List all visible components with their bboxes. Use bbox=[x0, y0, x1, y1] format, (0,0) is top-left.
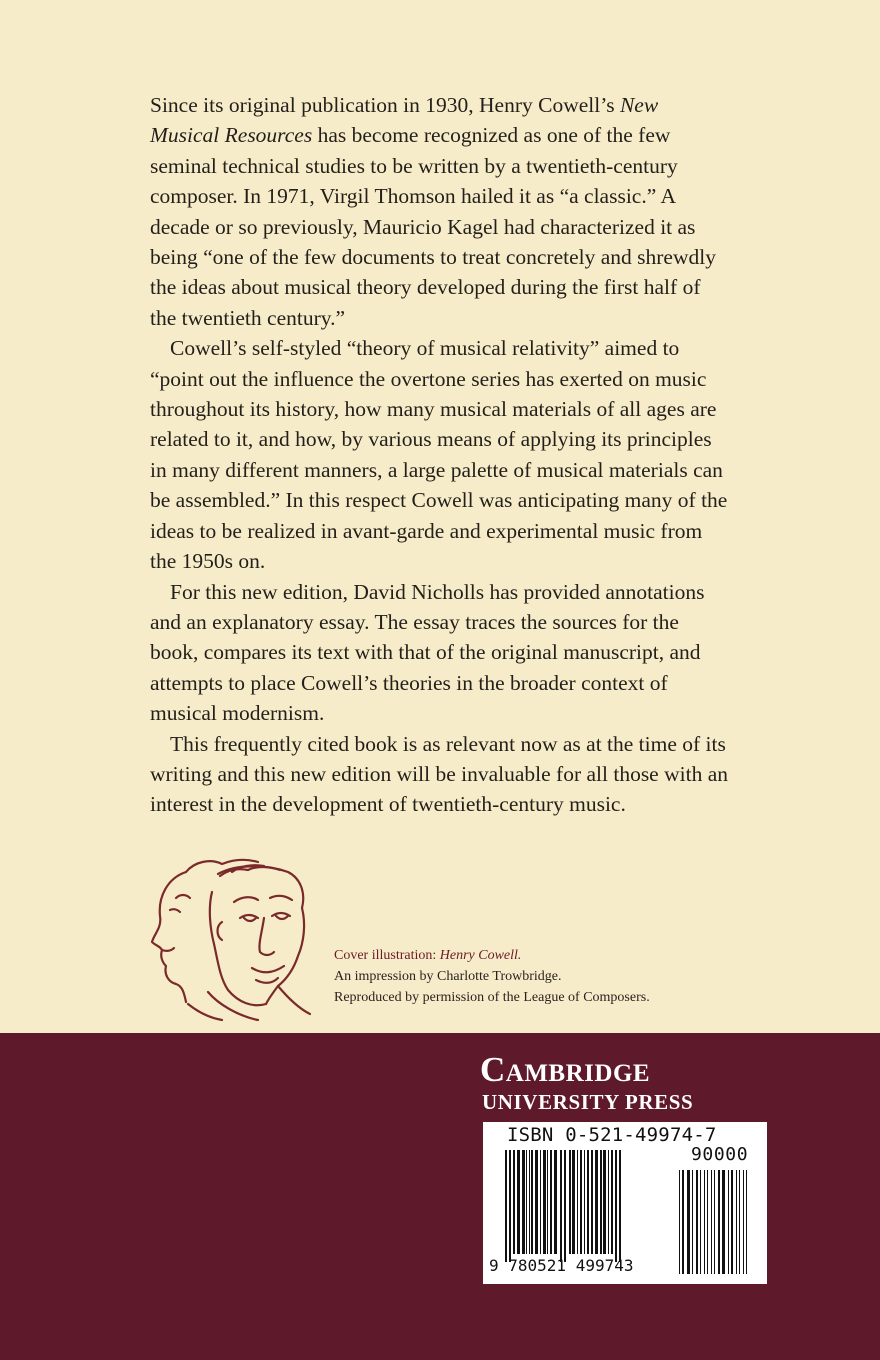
isbn-label: ISBN 0-521-49974-7 bbox=[507, 1124, 717, 1146]
price-addon-label: 90000 bbox=[691, 1144, 749, 1165]
credit-subject: Henry Cowell. bbox=[439, 948, 522, 963]
isbn-barcode bbox=[483, 1122, 767, 1284]
blurb-text: has become recognized as one of the few seminal technical studies to be written by a twentieth-century composer. In 1971, Virgil Thomson hailed it as “a classic.” A decade or so previously, Mauricio Kagel had characterized it as being “one of the few documents to treat concretely and shrewdly the ideas about musical theory developed during the first half of the twentieth century.” bbox=[150, 123, 716, 330]
barcode-bar bbox=[550, 1150, 552, 1254]
book-title: New Musical Resources bbox=[150, 93, 659, 148]
barcode-bar bbox=[736, 1170, 737, 1274]
barcode-bar bbox=[554, 1150, 557, 1254]
barcode-bar bbox=[682, 1170, 684, 1274]
barcode-bar bbox=[529, 1150, 530, 1254]
barcode-bar bbox=[580, 1150, 582, 1254]
barcode-bar bbox=[600, 1150, 602, 1254]
blurb-text: Since its original publication in 1930, Henry Cowell’s bbox=[150, 93, 620, 117]
barcode-bar bbox=[679, 1170, 680, 1274]
barcode-bar bbox=[547, 1150, 548, 1254]
barcode-bar bbox=[603, 1150, 606, 1254]
credit-line-3: Reproduced by permission of the League of Composers. bbox=[334, 990, 650, 1005]
barcode-bar bbox=[591, 1150, 593, 1254]
cover-credit bbox=[334, 945, 754, 1008]
barcode-bar bbox=[560, 1150, 562, 1262]
barcode-bar bbox=[569, 1150, 571, 1254]
barcode-bar bbox=[505, 1150, 507, 1262]
barcode-bar bbox=[517, 1150, 520, 1254]
portrait-sketch-icon bbox=[148, 852, 318, 1024]
back-cover-blurb bbox=[150, 90, 730, 820]
barcode-bar bbox=[615, 1150, 617, 1262]
barcode-bar bbox=[687, 1170, 690, 1274]
publisher-logo bbox=[480, 1050, 730, 1114]
blurb-paragraph-3: For this new edition, David Nicholls has provided annotations and an explanatory essay. The essay traces the sources for the book, compares its text with that of the original manuscript, and attempts to place Cowell’s theories in the broader context of musical modernism. bbox=[150, 579, 705, 726]
publisher-name: Cambridge bbox=[480, 1050, 651, 1089]
credit-line-1 bbox=[334, 945, 754, 966]
barcode-bar bbox=[543, 1150, 546, 1254]
barcode-bar bbox=[608, 1150, 609, 1254]
barcode-bar bbox=[587, 1150, 589, 1254]
barcode-bar bbox=[572, 1150, 575, 1254]
blurb-paragraph-4: This frequently cited book is as relevant now as at the time of its writing and this new edition will be invaluable for all those with an interest in the development of twentieth-century music. bbox=[150, 731, 728, 817]
barcode-bar bbox=[718, 1170, 720, 1274]
barcode-bar bbox=[595, 1150, 598, 1254]
barcode-bar bbox=[577, 1150, 578, 1254]
barcode-bar bbox=[531, 1150, 533, 1254]
barcode-bar bbox=[714, 1170, 715, 1274]
blurb-paragraph-1 bbox=[150, 90, 730, 333]
barcode-bar bbox=[540, 1150, 541, 1254]
ean-number: 9 780521 499743 bbox=[489, 1256, 634, 1275]
barcode-bar bbox=[707, 1170, 708, 1274]
publisher-subtitle: UNIVERSITY PRESS bbox=[482, 1090, 694, 1114]
barcode-bar bbox=[700, 1170, 701, 1274]
blurb-paragraph-2: Cowell’s self-styled “theory of musical relativity” aimed to “point out the influence the overtone series has exerted on music throughout its history, how many musical materials of all ages are related to it, and how, by various means of applying its principles in many different manners, a large palette of musical materials can be assembled.” In this respect Cowell was anticipating many of the ideas to be realized in avant-garde and experimental music from the 1950s on. bbox=[150, 336, 728, 574]
barcode-bar bbox=[584, 1150, 585, 1254]
barcode-bar bbox=[611, 1150, 613, 1254]
barcode-bar bbox=[731, 1170, 733, 1274]
barcode-bar bbox=[704, 1170, 705, 1274]
barcode-bar bbox=[513, 1150, 515, 1254]
barcode-bar bbox=[564, 1150, 566, 1262]
barcode-bar bbox=[743, 1170, 744, 1274]
barcode-bar bbox=[711, 1170, 712, 1274]
barcode-bar bbox=[746, 1170, 747, 1274]
barcode-bar bbox=[526, 1150, 527, 1254]
barcode-bar bbox=[722, 1170, 725, 1274]
barcode-bar bbox=[692, 1170, 693, 1274]
credit-line-2: An impression by Charlotte Trowbridge. bbox=[334, 969, 562, 984]
barcode-bar bbox=[728, 1170, 729, 1274]
barcode-bar bbox=[619, 1150, 621, 1262]
barcode-bar bbox=[696, 1170, 698, 1274]
barcode-bar bbox=[535, 1150, 538, 1254]
barcode-bar bbox=[522, 1150, 525, 1254]
credit-label: Cover illustration: bbox=[334, 948, 440, 963]
barcode-bar bbox=[509, 1150, 511, 1262]
barcode-bar bbox=[739, 1170, 740, 1274]
